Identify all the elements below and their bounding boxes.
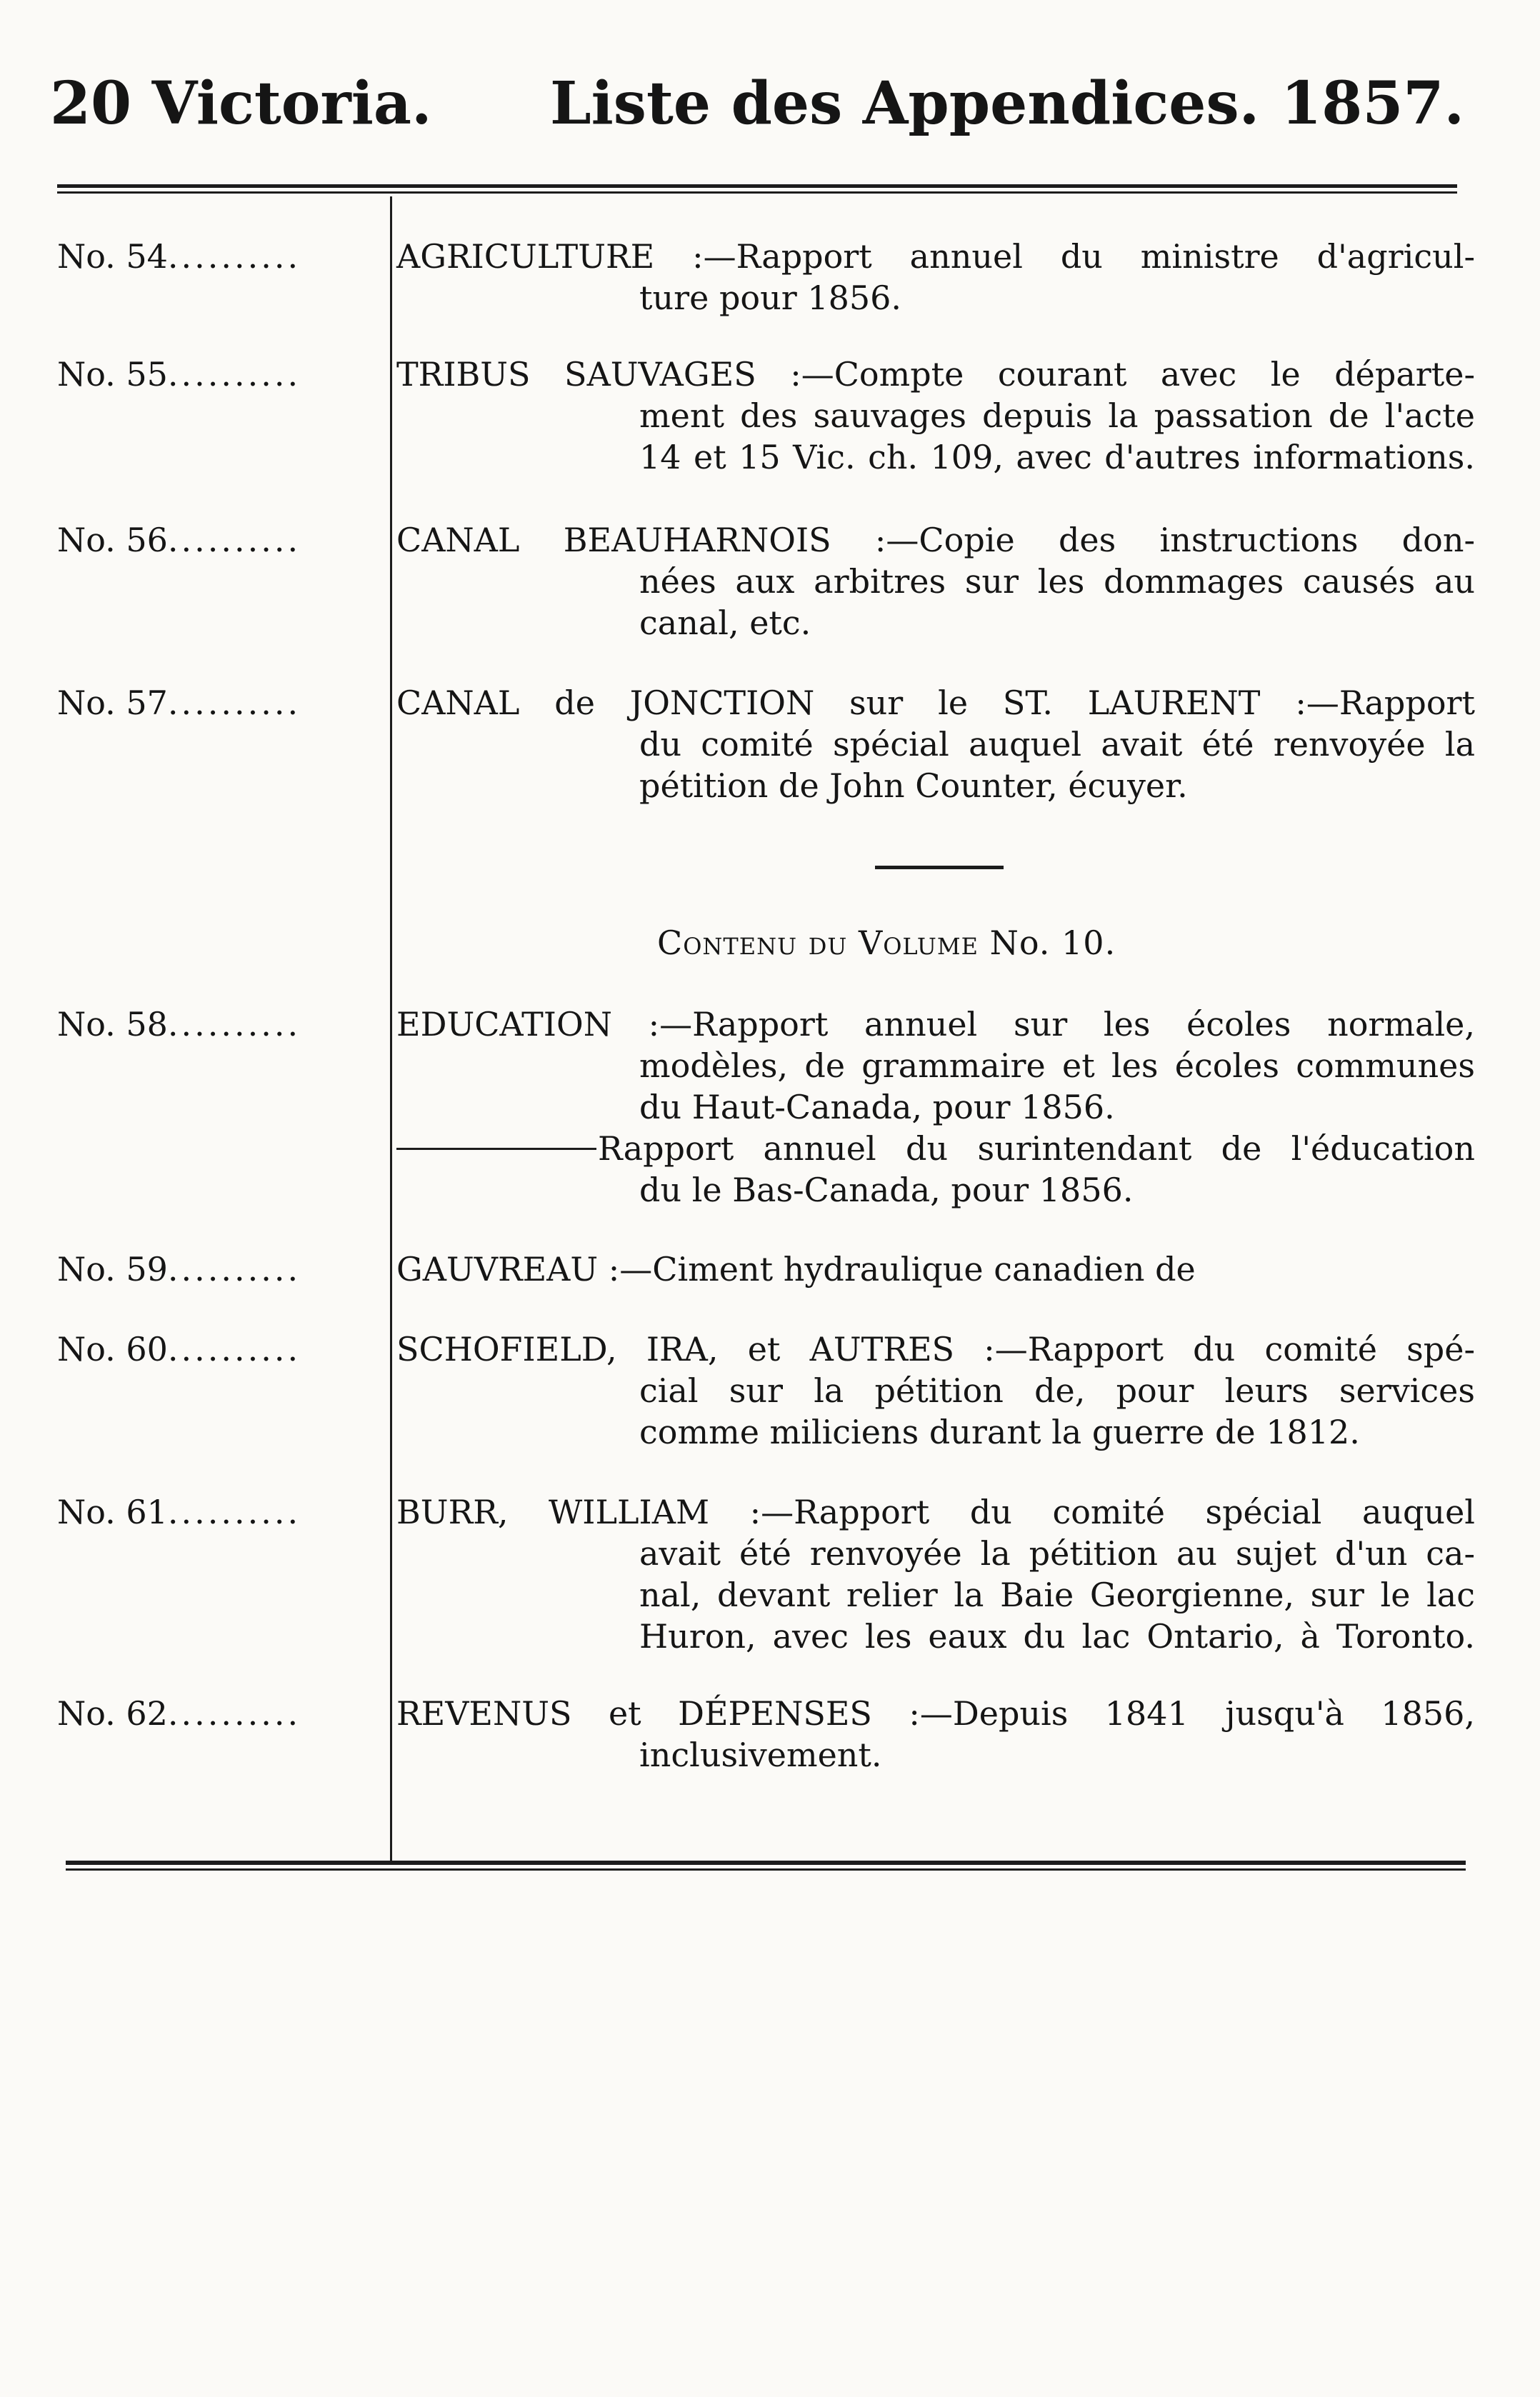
entry-line: du comité spécial auquel avait été renvoyée la xyxy=(639,725,1475,764)
entry-text xyxy=(396,354,1475,478)
entry-line: TRIBUS SAUVAGES :—Compte courant avec le départe- xyxy=(396,355,1475,394)
page-header xyxy=(50,64,1464,143)
entry-line: comme miliciens durant la guerre de 1812. xyxy=(639,1413,1360,1451)
entry-number: No. 60 xyxy=(57,1330,168,1368)
entry-line: Huron, avec les eaux du lac Ontario, à Toronto. xyxy=(639,1617,1475,1656)
entry-line: nal, devant relier la Baie Georgienne, sur le lac xyxy=(639,1576,1475,1614)
entry-line: du le Bas-Canada, pour 1856. xyxy=(639,1171,1134,1209)
section-heading xyxy=(657,921,1116,964)
entry-number: No. 54 xyxy=(57,237,168,276)
entry-number: No. 56 xyxy=(57,521,168,559)
entry-line: EDUCATION :—Rapport annuel sur les écoles normale, xyxy=(396,1005,1475,1044)
ditto-dash xyxy=(396,1148,596,1150)
column-divider xyxy=(390,196,392,1861)
entry-text xyxy=(396,519,1475,644)
dot-leader: .......... xyxy=(167,1250,301,1288)
dot-leader: .......... xyxy=(167,1005,301,1044)
entry-number: No. 55 xyxy=(57,355,168,394)
entry-number: No. 58 xyxy=(57,1005,168,1044)
entry-line: ment des sauvages depuis la passation de l'acte xyxy=(639,396,1475,435)
entry-line: cial sur la pétition de, pour leurs services xyxy=(639,1371,1475,1410)
top-double-rule xyxy=(57,184,1457,188)
header-year: 1857. xyxy=(1281,69,1464,138)
entry-line: canal, etc. xyxy=(639,604,811,642)
entry-line: Rapport annuel du surintendant de l'éducation xyxy=(598,1129,1475,1168)
entry-number: No. 57 xyxy=(57,684,168,722)
entry-line: GAUVREAU :—Ciment hydraulique canadien de xyxy=(396,1250,1196,1288)
header-title: Liste des Appendices. xyxy=(550,69,1260,138)
entry-subline xyxy=(396,1128,1475,1169)
entry-text xyxy=(396,1004,1475,1211)
entry-line: du Haut-Canada, pour 1856. xyxy=(639,1088,1115,1126)
entry-text xyxy=(396,1693,1475,1776)
entry-number: No. 59 xyxy=(57,1250,168,1288)
entry-text xyxy=(396,1491,1475,1657)
section-heading-label: Contenu du Volume xyxy=(657,924,979,962)
entry-line: ture pour 1856. xyxy=(639,279,902,317)
entry-text xyxy=(396,236,1475,319)
dot-leader: .......... xyxy=(167,1493,301,1531)
entry-line: BURR, WILLIAM :—Rapport du comité spécial auquel xyxy=(396,1493,1475,1531)
entry-line: pétition de John Counter, écuyer. xyxy=(639,766,1188,805)
entry-line: CANAL BEAUHARNOIS :—Copie des instructions don- xyxy=(396,521,1475,559)
entry-line: CANAL de JONCTION sur le ST. LAURENT :—Rapport xyxy=(396,684,1475,722)
entry-text xyxy=(396,1328,1475,1453)
dot-leader: .......... xyxy=(167,684,301,722)
entry-text xyxy=(396,682,1475,806)
entry-line: SCHOFIELD, IRA, et AUTRES :—Rapport du comité spé- xyxy=(396,1330,1475,1368)
entry-line: 14 et 15 Vic. ch. 109, avec d'autres informations. xyxy=(639,438,1475,476)
entry-number: No. 62 xyxy=(57,1694,168,1733)
entry-number: No. 61 xyxy=(57,1493,168,1531)
dot-leader: .......... xyxy=(167,237,301,276)
dot-leader: .......... xyxy=(167,521,301,559)
entry-line: nées aux arbitres sur les dommages causés au xyxy=(639,562,1475,601)
entry-line: avait été renvoyée la pétition au sujet d'un ca- xyxy=(639,1534,1475,1573)
section-heading-number: No. 10. xyxy=(989,924,1116,962)
entry-line: REVENUS et DÉPENSES :—Depuis 1841 jusqu'à 1856, xyxy=(396,1694,1475,1733)
entry-line: inclusivement. xyxy=(639,1736,882,1774)
header-session: 20 Victoria. xyxy=(50,69,432,138)
entry-line: AGRICULTURE :—Rapport annuel du ministre d'agricul- xyxy=(396,237,1475,276)
entry-line: modèles, de grammaire et les écoles communes xyxy=(639,1046,1475,1085)
dot-leader: .......... xyxy=(167,1694,301,1733)
dot-leader: .......... xyxy=(167,355,301,394)
dot-leader: .......... xyxy=(167,1330,301,1368)
entry-text xyxy=(396,1248,1475,1290)
bottom-double-rule xyxy=(66,1861,1466,1865)
section-divider xyxy=(875,866,1004,869)
